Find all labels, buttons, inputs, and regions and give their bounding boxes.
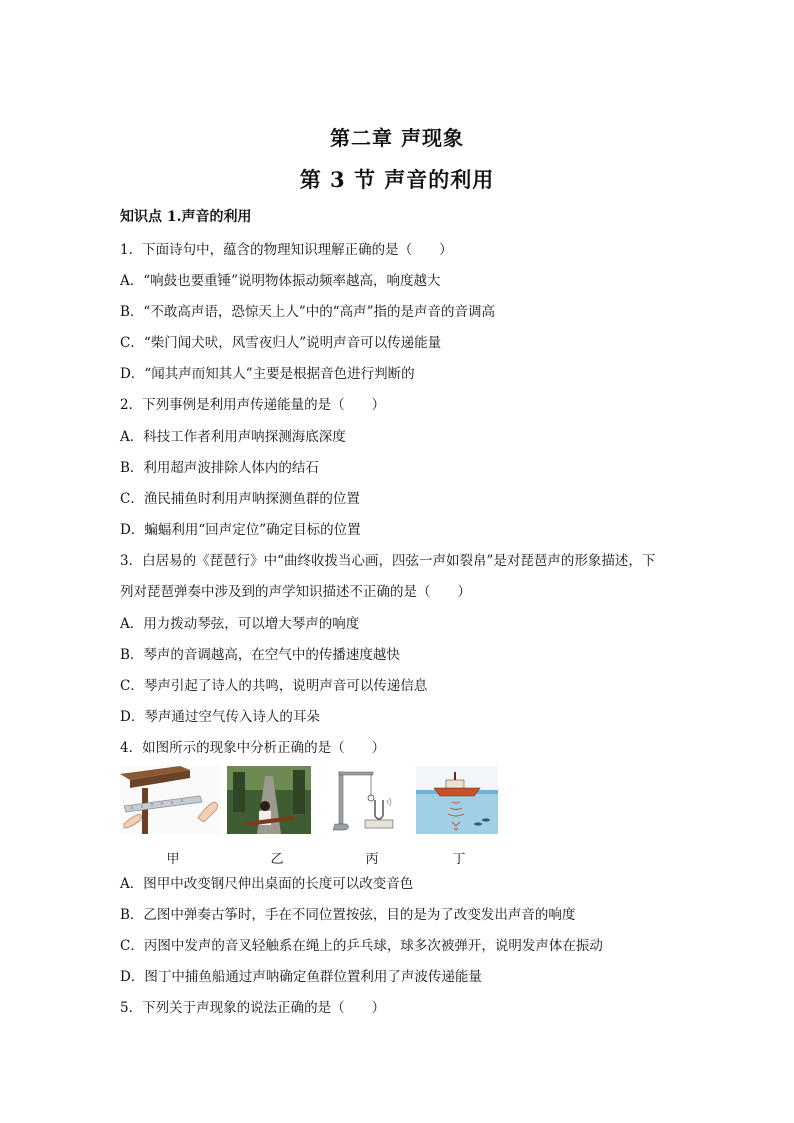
figure-label-ding: 丁 [452, 852, 466, 867]
q4-option-d: D．图丁中捕鱼船通过声呐确定鱼群位置利用了声波传递能量 [120, 969, 482, 985]
q2-option-c: C．渔民捕鱼时利用声呐探测鱼群的位置 [120, 491, 360, 507]
question-4-figures [120, 766, 520, 866]
figure-bing-tuning-fork [331, 766, 401, 834]
q4-option-b: B．乙图中弹奏古筝时，手在不同位置按弦，目的是为了改变发出声音的响度 [120, 907, 576, 923]
q3-option-d: D．琴声通过空气传入诗人的耳朵 [120, 709, 320, 725]
q2-option-b: B．利用超声波排除人体内的结石 [120, 460, 319, 476]
section-title: 第 3 节 声音的利用 [299, 167, 495, 192]
question-1: 1．下面诗句中，蕴含的物理知识理解正确的是（ ） [120, 242, 453, 258]
q2-option-d: D．蝙蝠利用“回声定位”确定目标的位置 [120, 522, 361, 538]
q4-option-c: C．丙图中发声的音叉轻触系在绳上的乒乓球，球多次被弹开，说明发声体在振动 [120, 938, 603, 954]
question-3-line-2: 列对琵琶弹奏中涉及到的声学知识描述不正确的是（ ） [120, 584, 471, 600]
chapter-title: 第二章 声现象 [330, 126, 464, 150]
q1-option-d: D．“闻其声而知其人”主要是根据音色进行判断的 [120, 366, 415, 382]
question-5: 5．下列关于声现象的说法正确的是（ ） [120, 1000, 386, 1016]
figure-ding-sonar-boat [416, 766, 498, 834]
q1-option-c: C．“柴门闻犬吠，风雪夜归人”说明声音可以传递能量 [120, 335, 442, 351]
question-3-line-1: 3．白居易的《琵琶行》中“曲终收拨当心画，四弦一声如裂帛”是对琵琶声的形象描述，下 [120, 553, 656, 569]
question-2: 2．下列事例是利用声传递能量的是（ ） [120, 397, 386, 413]
q4-option-a: A．图甲中改变钢尺伸出桌面的长度可以改变音色 [120, 876, 414, 892]
q1-option-b: B．“不敢高声语，恐惊天上人”中的“高声”指的是声音的音调高 [120, 304, 496, 320]
knowledge-point-heading: 知识点 1.声音的利用 [120, 209, 252, 225]
question-4: 4．如图所示的现象中分析正确的是（ ） [120, 740, 386, 756]
q1-option-a: A．“响鼓也要重锤”说明物体振动频率越高，响度越大 [120, 273, 441, 289]
q3-option-c: C．琴声引起了诗人的共鸣，说明声音可以传递信息 [120, 678, 428, 694]
figure-label-jia: 甲 [166, 852, 180, 867]
q3-option-b: B．琴声的音调越高，在空气中的传播速度越快 [120, 647, 400, 663]
figure-jia-ruler [120, 766, 220, 834]
figure-label-yi: 乙 [270, 852, 284, 867]
figure-label-bing: 丙 [365, 852, 379, 867]
q2-option-a: A．科技工作者利用声呐探测海底深度 [120, 429, 346, 445]
q3-option-a: A．用力拨动琴弦，可以增大琴声的响度 [120, 616, 360, 632]
figure-yi-guzheng [227, 766, 311, 834]
